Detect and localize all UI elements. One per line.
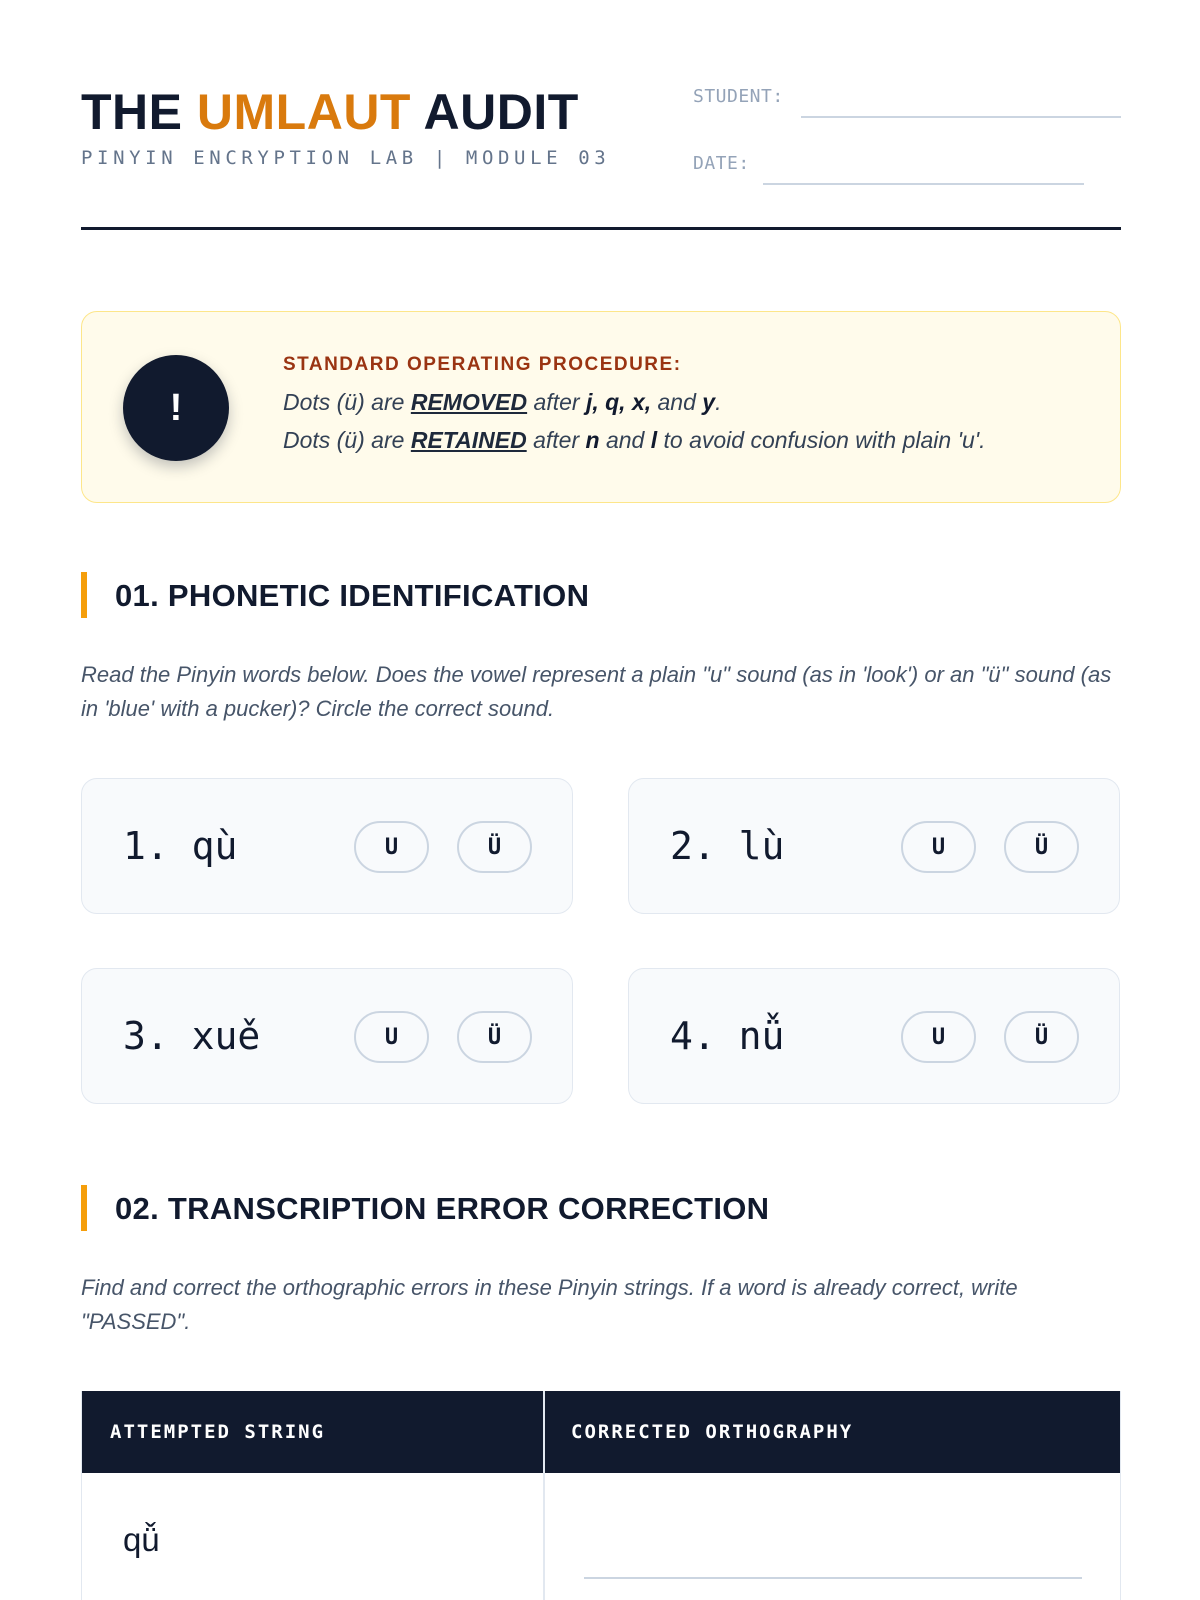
page-title [81, 82, 579, 142]
rule1-letter-last: y [702, 389, 716, 415]
section-accent-bar [81, 1185, 87, 1231]
sop-title: STANDARD OPERATING PROCEDURE: [283, 354, 682, 375]
column-header-attempted: ATTEMPTED STRING [110, 1421, 326, 1443]
title-post: AUDIT [410, 84, 579, 140]
rule1-text-b: after [527, 389, 586, 415]
rule1-text-d: . [715, 389, 722, 415]
sop-rule-retained [283, 427, 986, 454]
date-label: DATE: [693, 153, 750, 174]
section-phonetic-heading [81, 572, 1121, 622]
pinyin-word: 3. xuě [123, 1014, 261, 1058]
page-subtitle: PINYIN ENCRYPTION LAB | MODULE 03 [81, 147, 611, 169]
rule2-text-c: and [599, 427, 651, 453]
attempted-string-cell: qǚ [123, 1521, 160, 1558]
rule2-letter-1: n [585, 427, 600, 453]
phonetic-card-3 [81, 968, 573, 1104]
section-instructions: Read the Pinyin words below. Does the vowel represent a plain "u" sound (as in 'look') or an "ü" sound (as in 'blue' with a pucker)? Circle the correct sound. [81, 662, 1112, 721]
pinyin-word: 2. lù [670, 824, 785, 868]
alert-icon: ! [123, 355, 229, 461]
rule1-text-c: and [651, 389, 703, 415]
date-field[interactable] [763, 183, 1084, 185]
phonetic-card-2 [628, 778, 1120, 914]
option-umlaut-button[interactable]: Ü [1004, 821, 1079, 873]
option-umlaut-button[interactable]: Ü [1004, 1011, 1079, 1063]
section-title: 02. TRANSCRIPTION ERROR CORRECTION [115, 1191, 770, 1226]
rule2-text-a: Dots (ü) are [283, 427, 411, 453]
student-label: STUDENT: [693, 86, 784, 107]
rule1-text-a: Dots (ü) are [283, 389, 411, 415]
phonetic-card-1 [81, 778, 573, 914]
corrected-answer-field[interactable] [584, 1577, 1082, 1579]
rule2-text-b: after [526, 427, 586, 453]
pinyin-word: 4. nǚ [670, 1014, 785, 1058]
rule1-keyword: REMOVED [410, 389, 528, 415]
section-correction-heading [81, 1185, 1121, 1235]
pinyin-word: 1. qù [123, 824, 238, 868]
title-pre: THE [81, 84, 197, 140]
section-instructions: Find and correct the orthographic errors in these Pinyin strings. If a word is already correct, write "PASSED". [81, 1275, 1018, 1334]
section-title: 01. PHONETIC IDENTIFICATION [115, 578, 590, 613]
option-umlaut-button[interactable]: Ü [457, 1011, 532, 1063]
option-umlaut-button[interactable]: Ü [457, 821, 532, 873]
option-u-button[interactable]: U [901, 1011, 976, 1063]
correction-table [81, 1391, 1121, 1600]
page-header [81, 82, 1121, 230]
option-u-button[interactable]: U [354, 821, 429, 873]
rule2-keyword: RETAINED [410, 427, 527, 453]
title-accent: UMLAUT [196, 84, 411, 140]
option-u-button[interactable]: U [901, 821, 976, 873]
section-accent-bar [81, 572, 87, 618]
option-u-button[interactable]: U [354, 1011, 429, 1063]
rule2-text-d: to avoid confusion with plain 'u'. [657, 427, 986, 453]
rule2-letter-2: l [650, 427, 658, 453]
rule1-letters: j, q, x, [585, 389, 652, 415]
column-header-corrected: CORRECTED ORTHOGRAPHY [571, 1421, 854, 1443]
student-field[interactable] [801, 116, 1121, 118]
column-divider [543, 1391, 545, 1600]
sop-rule-removed [283, 389, 721, 416]
table-header [82, 1391, 1120, 1473]
sop-callout [81, 311, 1121, 503]
phonetic-card-4 [628, 968, 1120, 1104]
